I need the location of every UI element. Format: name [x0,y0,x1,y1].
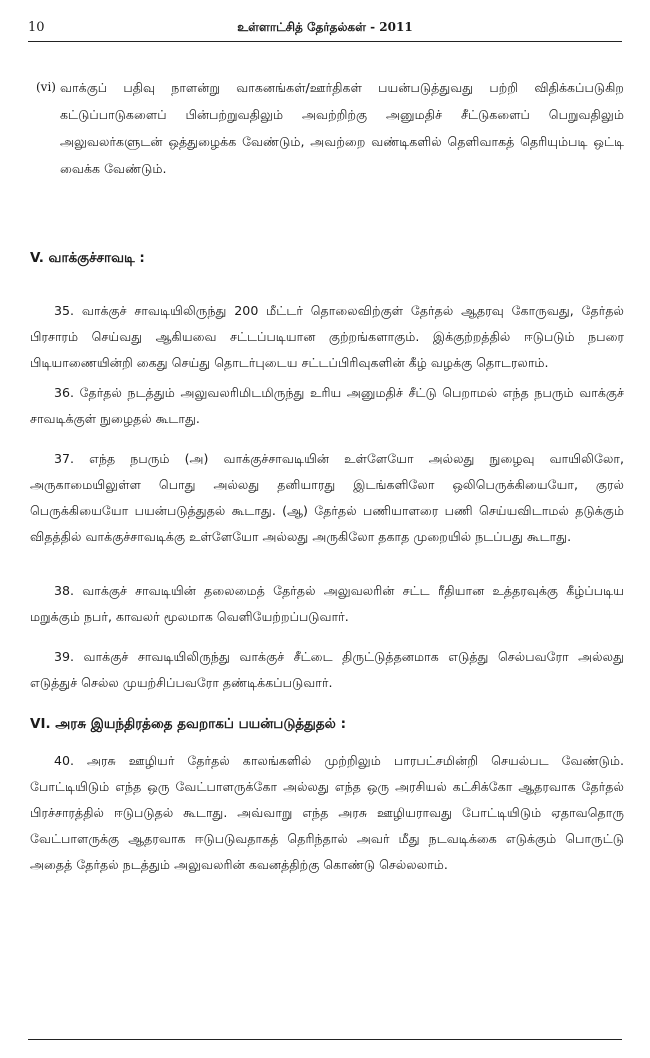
footer-rule [28,1039,622,1040]
page-number: 10 [28,20,45,35]
paragraph-39: 39. வாக்குச் சாவடியிலிருந்து வாக்குச் சீட்டை திருட்டுத்தனமாக எடுத்து செல்பவரோ அல்லது எடுத்துச் செல்ல முயற்சிப்பவரோ தண்டிக்கப்படுவார். [30,649,624,690]
paragraph-36: 36. தேர்தல் நடத்தும் அலுவலரிமிடமிருந்து உரிய அனுமதிச் சீட்டு பெறாமல் எந்த நபரும் வாக்குச் சாவடிக்குள் நுழைதல் கூடாது. [30,385,624,426]
list-item-text: வாக்குப் பதிவு நாளன்று வாகனங்கள்/ஊர்திகள் பயன்படுத்துவது பற்றி விதிக்கப்படுகிற கட்டுப்பாடுகளைப் பின்பற்றுவதிலும் அவற்றிற்கு அனுமதிச் சீட்டுகளைப் பெறுவதிலும் அலுவலர்களுடன் ஒத்துழைக்க வேண்டும், அவற்றை வண்டிகளில் தெளிவாகத் தெரியும்படி ஒட்டி வைக்க வேண்டும். [60,80,624,176]
list-item-vi [30,74,624,182]
paragraph-38: 38. வாக்குச் சாவடியின் தலைமைத் தேர்தல் அலுவலரின் சட்ட ரீதியான உத்தரவுக்கு கீழ்ப்படிய மறுக்கும் நபர், காவலர் மூலமாக வெளியேற்றப்படுவார். [30,583,624,624]
paragraph-35: 35. வாக்குச் சாவடியிலிருந்து 200 மீட்டர் தொலைவிற்குள் தேர்தல் ஆதரவு கோருவது, தேர்தல் பிரசாரம் செய்வது ஆகியவை சட்டப்படியான குற்றங்களாகும். இக்குற்றத்தில் ஈடுபடும் நபரை பிடியாணையின்றி கைது செய்து தொடர்புடைய சட்டப்பிரிவுகளின் கீழ் வழக்கு தொடரலாம். [30,303,624,370]
paragraph-40: 40. அரசு ஊழியர் தேர்தல் காலங்களில் முற்றிலும் பாரபட்சமின்றி செயல்பட வேண்டும். போட்டியிடும் எந்த ஒரு வேட்பாளருக்கோ அல்லது எந்த ஒரு அரசியல் கட்சிக்கோ ஆதரவாக தேர்தல் பிரச்சாரத்தில் ஈடுபடுதல் கூடாது. அவ்வாறு எந்த அரசு ஊழியராவது போட்டியிடும் ஏதாவதொரு வேட்பாளருக்கு ஆதரவாக ஈடுபடுவதாகத் தெரிந்தால் அவர் மீது நடவடிக்கை எடுக்கும் பொருட்டு அதைத் தேர்தல் நடத்தும் அலுவலரின் கவனத்திற்கு கொண்டு செல்லலாம். [30,753,624,872]
section-heading-vi: VI. அரசு இயந்திரத்தை தவறாகப் பயன்படுத்துதல் : [30,716,346,732]
paragraph-37: 37. எந்த நபரும் (அ) வாக்குச்சாவடியின் உள்ளேயோ அல்லது நுழைவு வாயிலிலோ, அருகாமையிலுள்ள பொது அல்லது தனியாரது இடங்களிலோ ஒலிபெருக்கியையோ, குரல் பெருக்கியையோ பயன்படுத்துதல் கூடாது. (ஆ) தேர்தல் பணியாளரை பணி செய்யவிடாமல் தடுக்கும் விதத்தில் வாக்குச்சாவடிக்கு உள்ளேயோ அல்லது அருகிலோ தகாத முறையில் நடப்பது கூடாது. [30,451,624,544]
header-rule [28,41,622,42]
section-heading-v: V. வாக்குச்சாவடி : [30,250,145,266]
list-marker: (vi) [36,80,56,94]
running-title: உள்ளாட்சித் தேர்தல்கள் - 2011 [237,20,413,34]
page-body [30,74,624,878]
page-header [28,18,622,38]
